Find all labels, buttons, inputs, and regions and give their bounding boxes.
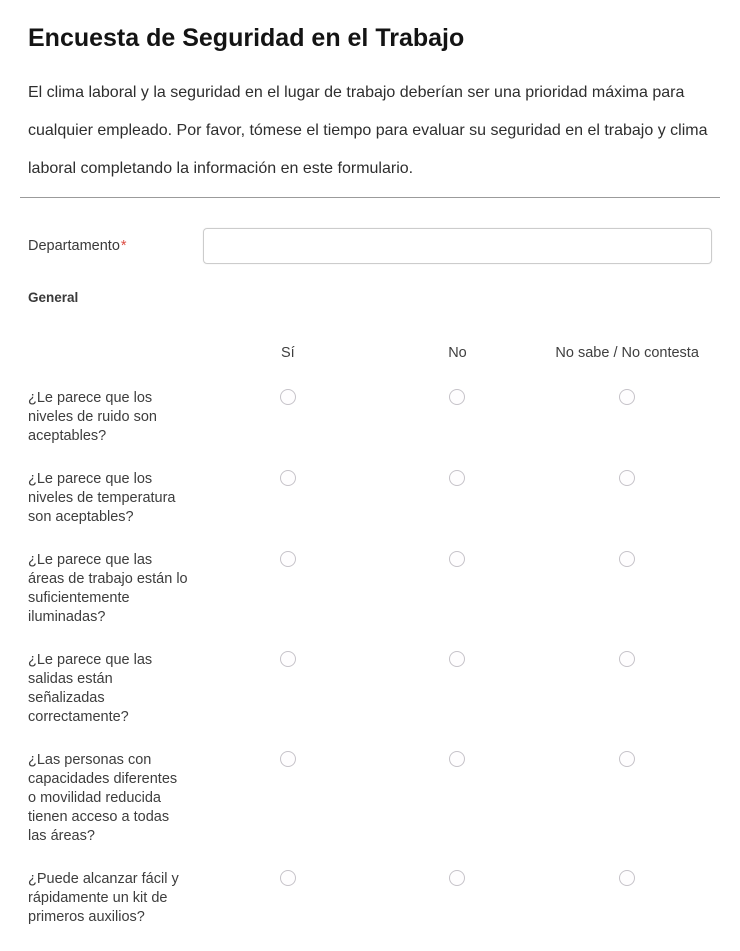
matrix-cell [542,651,712,751]
matrix-cell [542,751,712,870]
radio-row4-col2[interactable] [449,651,465,667]
form-description: El clima laboral y la seguridad en el lugar de trabajo deberían ser una prioridad máxima para cualquier empleado. Por favor, tómese el tiempo para evaluar su seguridad en el trabajo y clima laboral completando la información en este formulario. [28,84,708,177]
radio-row4-col1[interactable] [280,651,296,667]
radio-row5-col2[interactable] [449,751,465,767]
matrix-cell [373,551,543,651]
matrix-body [28,389,712,951]
matrix-cell [373,389,543,470]
radio-row3-col3[interactable] [619,551,635,567]
required-asterisk: * [120,238,127,254]
matrix-row-6 [28,870,712,951]
matrix-cell [542,551,712,651]
department-label-text: Departamento [28,238,120,254]
matrix-column-header-3: No sabe / No contesta [555,345,699,361]
department-label [28,238,203,254]
radio-row6-col3[interactable] [619,870,635,886]
matrix-column-header-2: No [448,345,467,361]
matrix-row-3 [28,551,712,651]
matrix-row-2 [28,470,712,551]
matrix-cell [373,870,543,951]
radio-row4-col3[interactable] [619,651,635,667]
matrix-head-row [28,345,712,389]
matrix-row-label: ¿Le parece que los niveles de ruido son aceptables? [28,390,157,444]
radio-row1-col1[interactable] [280,389,296,405]
matrix-cell [542,870,712,951]
matrix-row-label: ¿Las personas con capacidades diferentes o movilidad reducida tienen acceso a todas las áreas? [28,752,178,844]
matrix-row-label: ¿Le parece que las salidas están señalizadas correctamente? [28,652,153,725]
department-input[interactable] [203,228,712,264]
radio-row5-col1[interactable] [280,751,296,767]
divider [20,197,720,198]
form-title: Encuesta de Seguridad en el Trabajo [28,24,465,52]
matrix-corner-cell [28,345,203,389]
matrix-cell [203,470,373,551]
matrix-cell [203,651,373,751]
radio-row1-col3[interactable] [619,389,635,405]
matrix-row-label: ¿Le parece que las áreas de trabajo están lo suficientemente iluminadas? [28,552,188,625]
matrix-row-5 [28,751,712,870]
radio-row3-col1[interactable] [280,551,296,567]
matrix-cell [203,870,373,951]
matrix-cell [373,751,543,870]
matrix-cell [542,470,712,551]
matrix-cell [203,551,373,651]
matrix-cell [542,389,712,470]
radio-row3-col2[interactable] [449,551,465,567]
matrix-cell [373,470,543,551]
matrix-cell [373,651,543,751]
radio-row6-col1[interactable] [280,870,296,886]
matrix-row-label: ¿Le parece que los niveles de temperatura son aceptables? [28,471,176,525]
matrix-row-label: ¿Puede alcanzar fácil y rápidamente un kit de primeros auxilios? [28,871,179,925]
radio-row6-col2[interactable] [449,870,465,886]
radio-row2-col3[interactable] [619,470,635,486]
matrix-cell [203,389,373,470]
radio-row2-col2[interactable] [449,470,465,486]
matrix-row-1 [28,389,712,470]
radio-row1-col2[interactable] [449,389,465,405]
section-label-general: General [28,290,79,305]
radio-row5-col3[interactable] [619,751,635,767]
matrix-table [28,345,712,951]
matrix-row-4 [28,651,712,751]
matrix-column-header-1: Sí [280,345,295,361]
matrix-cell [203,751,373,870]
radio-row2-col1[interactable] [280,470,296,486]
department-field-row [28,228,712,264]
